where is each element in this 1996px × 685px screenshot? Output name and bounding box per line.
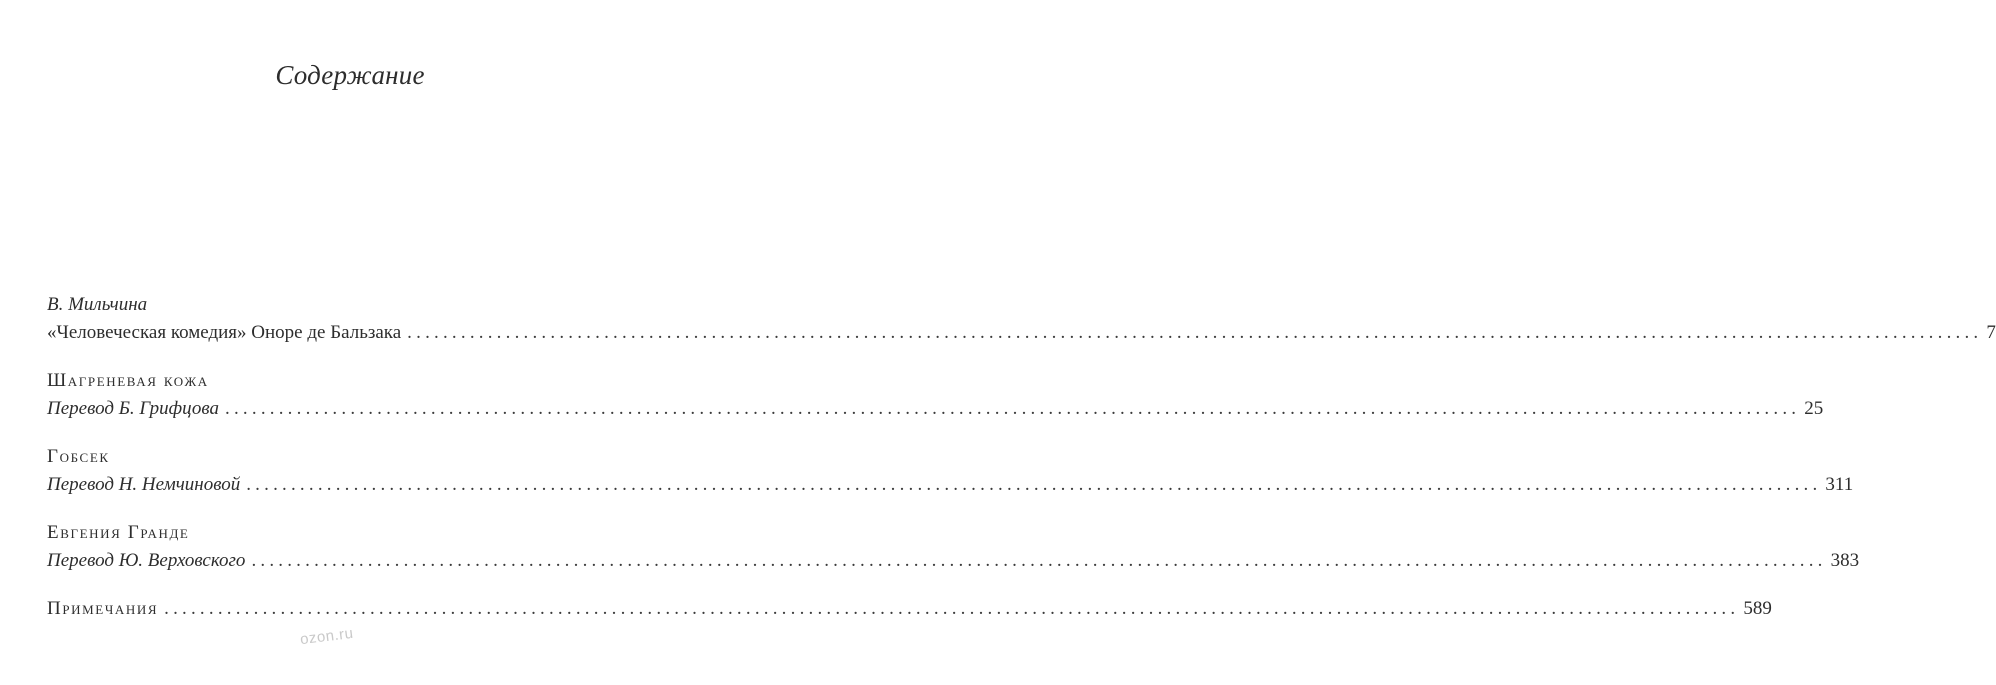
work-title: Шагреневая кожа [47,370,209,391]
work-title: Евгения Гранде [47,522,190,543]
toc-entry-line[interactable] [47,471,1854,499]
page-title: Содержание [275,60,425,90]
page-number: 589 [1743,598,1772,619]
toc-entry-line[interactable] [47,595,1772,623]
toc-entry-heading [47,519,651,547]
toc-entry-heading [47,443,651,471]
toc-entry-line[interactable] [47,319,1996,347]
ozon-watermark: ozon.ru [299,624,355,649]
author-name: В. Мильчина [47,294,148,315]
page-number: 383 [1830,550,1860,571]
toc-entry-author [47,291,651,319]
page-number: 311 [1825,474,1854,495]
page-number: 25 [1804,398,1824,419]
work-title: Гобсек [47,446,110,467]
table-of-contents [47,291,1996,623]
toc-entry-heading [47,367,651,395]
translator-credit[interactable]: Перевод Б. Грифцова [47,398,220,419]
toc-entry-shagreen-skin [47,367,1824,423]
toc-entry-introduction [47,291,1996,347]
translator-credit[interactable]: Перевод Ю. Верховского [47,550,246,571]
dot-leader: ................................................................................................................................................................................ [225,398,1801,419]
toc-entry-eugenie-grandet [47,519,1860,575]
toc-entry-gobseck [47,443,1854,499]
notes-title[interactable]: Примечания [47,598,159,619]
entry-title[interactable]: «Человеческая комедия» Оноре де Бальзака [47,322,402,343]
page-number: 7 [1986,322,1996,343]
dot-leader: ................................................................................................................................................................................ [407,322,1983,343]
dot-leader: ................................................................................................................................................................................ [251,550,1827,571]
toc-entry-line[interactable] [47,547,1860,575]
toc-entry-line[interactable] [47,395,1824,423]
dot-leader: ................................................................................................................................................................................ [164,598,1740,619]
toc-entry-notes [47,595,1772,623]
dot-leader: ................................................................................................................................................................................ [246,474,1822,495]
translator-credit[interactable]: Перевод Н. Немчиновой [47,474,241,495]
